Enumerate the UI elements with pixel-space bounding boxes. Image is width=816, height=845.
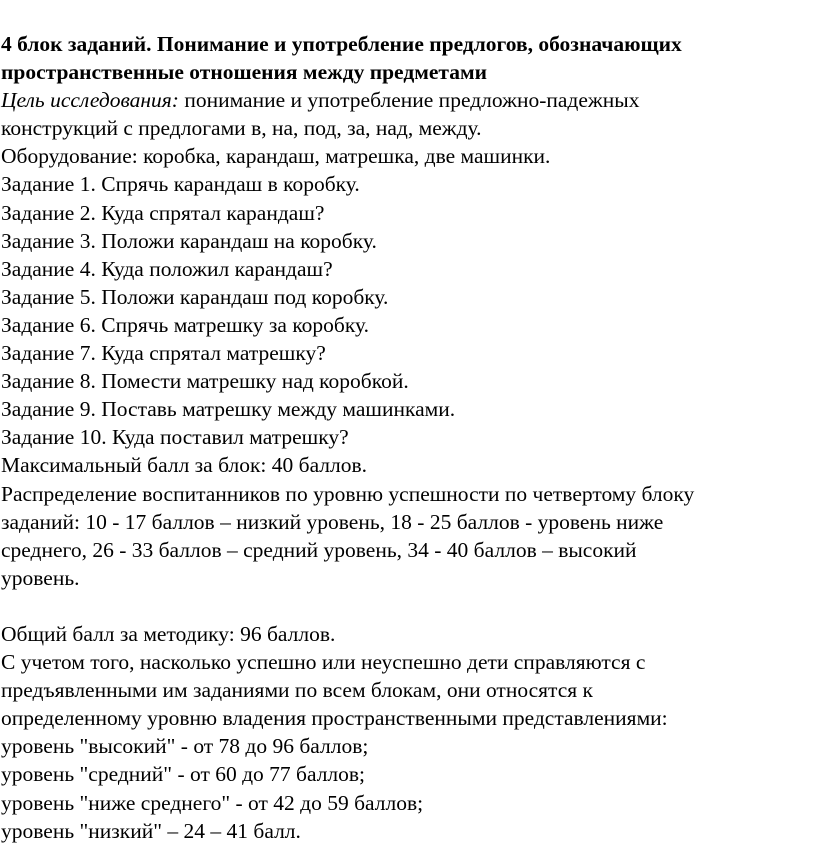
task-item: Задание 4. Куда положил карандаш? [1, 256, 333, 281]
distribution-line: среднего, 26 - 33 баллов – средний уровень, 34 - 40 баллов – высокий [1, 537, 637, 562]
task-item: Задание 9. Поставь матрешку между машинками. [1, 397, 456, 422]
task-item: Задание 6. Спрячь матрешку за коробку. [1, 312, 369, 337]
level-item: уровень "высокий" - от 78 до 96 баллов; [1, 734, 369, 759]
document-body [1, 30, 813, 845]
task-item: Задание 3. Положи карандаш на коробку. [1, 228, 377, 253]
section-heading-line-1: 4 блок заданий. Понимание и употребление предлогов, обозначающих [1, 32, 682, 56]
level-item: уровень "средний" - от 60 до 77 баллов; [1, 762, 366, 787]
summary-line: С учетом того, насколько успешно или неуспешно дети справляются с [1, 650, 646, 675]
research-goal-text: понимание и употребление предложно-падежных [178, 88, 640, 113]
paragraph-spacer [1, 592, 813, 620]
level-item: уровень "низкий" – 24 – 41 балл. [1, 818, 301, 843]
summary-line: определенному уровню владения пространственными представлениями: [1, 706, 668, 731]
distribution-line: Распределение воспитанников по уровню успешности по четвертому блоку [1, 481, 695, 506]
level-item: уровень "ниже среднего" - от 42 до 59 баллов; [1, 790, 424, 815]
task-item: Задание 8. Помести матрешку над коробкой. [1, 369, 409, 394]
research-goal-line-2: конструкций с предлогами в, на, под, за, над, между. [1, 116, 482, 141]
distribution-line: уровень. [1, 565, 80, 590]
task-item: Задание 10. Куда поставил матрешку? [1, 425, 349, 450]
task-item: Задание 5. Положи карандаш под коробку. [1, 284, 389, 309]
task-item: Задание 1. Спрячь карандаш в коробку. [1, 172, 360, 197]
max-score-line: Максимальный балл за блок: 40 баллов. [1, 453, 368, 478]
task-item: Задание 7. Куда спрятал матрешку? [1, 341, 326, 366]
research-goal-label: Цель исследования: [1, 88, 179, 113]
task-item: Задание 2. Куда спрятал карандаш? [1, 200, 325, 225]
summary-line: предъявленными им заданиями по всем блокам, они относятся к [1, 678, 593, 703]
research-goal-line-1 [1, 86, 813, 114]
total-score-line: Общий балл за методику: 96 баллов. [1, 621, 336, 646]
distribution-line: заданий: 10 - 17 баллов – низкий уровень, 18 - 25 баллов - уровень ниже [1, 509, 664, 534]
section-heading-line-2: пространственные отношения между предметами [1, 60, 487, 85]
equipment-line: Оборудование: коробка, карандаш, матрешка, две машинки. [1, 144, 551, 169]
